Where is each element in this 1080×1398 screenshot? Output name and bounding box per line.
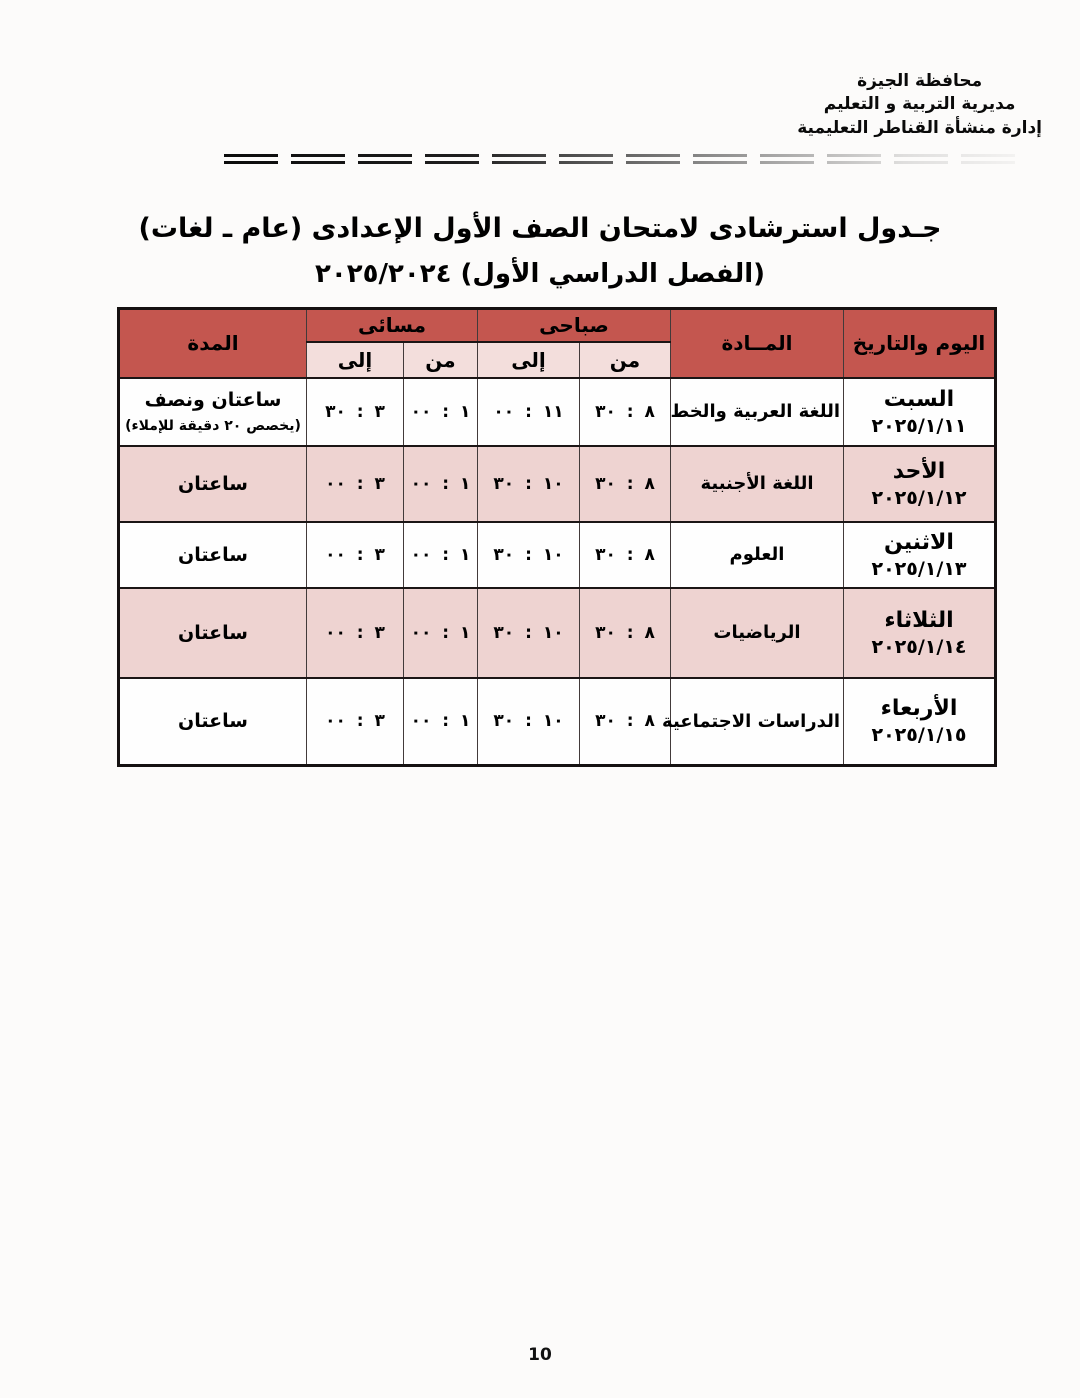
header-subject: المــادة (671, 309, 844, 378)
letterhead (797, 70, 1042, 140)
table-row-wednesday (119, 678, 996, 766)
day-date-cell (844, 678, 996, 766)
time-value: ١ : ٠٠ (410, 401, 471, 422)
separator-gap (224, 157, 1022, 161)
time-value: ١٠ : ٣٠ (493, 711, 564, 732)
header-morning-from: من (580, 342, 671, 378)
header-duration: المدة (119, 309, 307, 378)
subject-cell: العلوم (671, 522, 844, 588)
header-evening-from: من (404, 342, 478, 378)
duration-cell (119, 378, 307, 446)
header-morning-to: إلى (478, 342, 580, 378)
day-date-cell (844, 588, 996, 678)
time-value: ٨ : ٣٠ (595, 711, 655, 732)
header-evening-group: مسائى (307, 309, 478, 342)
morning-to-cell (478, 378, 580, 446)
time-value: ٣ : ٠٠ (325, 622, 385, 643)
header-morning-group: صباحى (478, 309, 671, 342)
page-number: 10 (528, 1345, 552, 1365)
letterhead-directorate: مديرية التربية و التعليم (823, 94, 1016, 115)
evening-from-cell (404, 378, 478, 446)
exam-schedule-table (117, 307, 997, 767)
duration-value: ساعتان (178, 472, 248, 495)
time-value: ١ : ٠٠ (410, 622, 471, 643)
evening-to-cell (307, 678, 404, 766)
time-value: ١ : ٠٠ (410, 544, 471, 565)
day-date-cell (844, 378, 996, 446)
time-value: ٨ : ٣٠ (595, 622, 655, 643)
duration-value: ساعتان (178, 543, 248, 566)
header-evening-to: إلى (307, 342, 404, 378)
duration-value: ساعتان (178, 710, 248, 733)
title-line-2: (الفصل الدراسي الأول) ٢٠٢٥/٢٠٢٤ (314, 259, 766, 289)
day-name: الأحد (892, 458, 946, 484)
time-value: ١٠ : ٣٠ (493, 473, 564, 494)
evening-from-cell (404, 446, 478, 522)
time-value: ٣ : ٣٠ (325, 401, 385, 422)
document-title (0, 213, 1080, 289)
letterhead-administration: إدارة منشأة القناطر التعليمية (797, 117, 1042, 138)
evening-to-cell (307, 446, 404, 522)
table-row-monday (119, 522, 996, 588)
table-row-tuesday (119, 588, 996, 678)
time-value: ٣ : ٠٠ (325, 544, 385, 565)
morning-to-cell (478, 678, 580, 766)
morning-to-cell (478, 588, 580, 678)
header-separator (224, 154, 1022, 165)
time-value: ٨ : ٣٠ (595, 544, 655, 565)
evening-to-cell (307, 378, 404, 446)
day-name: الثلاثاء (884, 607, 954, 633)
table-row-saturday (119, 378, 996, 446)
morning-from-cell (580, 678, 671, 766)
duration-cell (119, 446, 307, 522)
evening-to-cell (307, 522, 404, 588)
time-value: ٨ : ٣٠ (595, 473, 655, 494)
time-value: ٨ : ٣٠ (595, 401, 655, 422)
exam-date: ٢٠٢٥/١/١٢ (871, 486, 967, 509)
title-line-1: جـدول استرشادى لامتحان الصف الأول الإعدادى (عام ـ لغات) (138, 213, 942, 244)
morning-to-cell (478, 522, 580, 588)
duration-cell (119, 522, 307, 588)
morning-from-cell (580, 378, 671, 446)
subject-cell: اللغة الأجنبية (671, 446, 844, 522)
exam-date: ٢٠٢٥/١/١١ (871, 414, 967, 437)
time-value: ١ : ٠٠ (410, 473, 471, 494)
time-value: ١١ : ٠٠ (493, 401, 564, 422)
day-name: الاثنين (884, 529, 954, 555)
time-value: ١٠ : ٣٠ (493, 622, 564, 643)
duration-cell (119, 678, 307, 766)
day-name: الأربعاء (880, 696, 958, 722)
day-date-cell (844, 522, 996, 588)
time-value: ٣ : ٠٠ (325, 711, 385, 732)
exam-date: ٢٠٢٥/١/١٤ (871, 635, 967, 658)
evening-from-cell (404, 678, 478, 766)
morning-from-cell (580, 588, 671, 678)
morning-to-cell (478, 446, 580, 522)
header-row-groups (119, 309, 996, 342)
duration-value: ساعتان ونصف (144, 389, 282, 411)
time-value: ١ : ٠٠ (410, 711, 471, 732)
duration-note: (يخصص ٢٠ دقيقة للإملاء) (125, 418, 301, 434)
subject-cell: اللغة العربية والخط (671, 378, 844, 446)
duration-value: ساعتان (178, 621, 248, 644)
evening-from-cell (404, 522, 478, 588)
duration-cell (119, 588, 307, 678)
morning-from-cell (580, 522, 671, 588)
exam-date: ٢٠٢٥/١/١٥ (871, 724, 967, 747)
morning-from-cell (580, 446, 671, 522)
time-value: ١٠ : ٣٠ (493, 544, 564, 565)
exam-date: ٢٠٢٥/١/١٣ (871, 557, 967, 580)
separator-bottom-line (224, 161, 1022, 164)
day-date-cell (844, 446, 996, 522)
separator-top-line (224, 154, 1022, 157)
header-day-date: اليوم والتاريخ (844, 309, 996, 378)
time-value: ٣ : ٠٠ (325, 473, 385, 494)
evening-to-cell (307, 588, 404, 678)
letterhead-governorate: محافظة الجيزة (857, 71, 983, 91)
table-row-sunday (119, 446, 996, 522)
subject-cell: الرياضيات (671, 588, 844, 678)
evening-from-cell (404, 588, 478, 678)
subject-cell: الدراسات الاجتماعية (671, 678, 844, 766)
day-name: السبت (883, 386, 955, 412)
